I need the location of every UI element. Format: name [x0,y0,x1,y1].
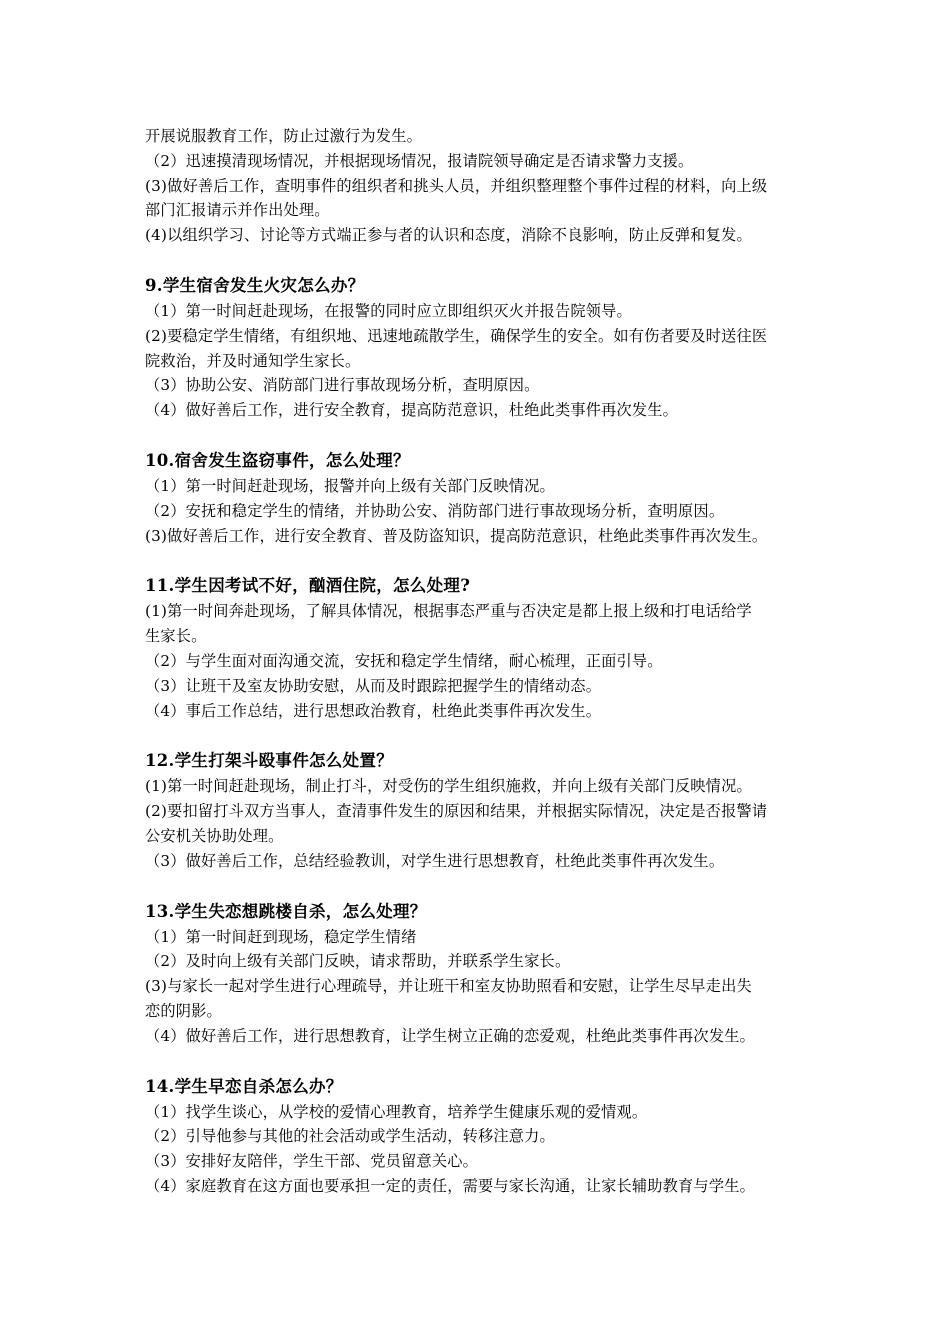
text-line: (3)做好善后工作，查明事件的组织者和挑头人员，并组织整理整个事件过程的材料，向上级 [145,176,768,195]
text-line: (1)第一时间赶赴现场，制止打斗，对受伤的学生组织施救，并向上级有关部门反映情况。 [145,777,752,796]
text-line: （1）第一时间赶到现场，稳定学生情绪 [145,927,417,946]
section-heading: 9.学生宿舍发生火灾怎么办？ [145,275,365,295]
document-body [145,124,815,1199]
text-line: (3)做好善后工作，进行安全教育、普及防盗知识，提高防范意识，杜绝此类事件再次发生。 [145,526,768,545]
text-line: 开展说服教育工作，防止过激行为发生。 [145,127,422,145]
section-heading: 11.学生因考试不好，酗酒住院，怎么处理? [145,576,471,596]
text-line: （3）让班干及室友协助安慰，从而及时跟踪把握学生的情绪动态。 [145,676,602,695]
text-line: 部门汇报请示并作出处理。 [145,201,330,220]
text-line: （1）找学生谈心，从学校的爱情心理教育，培养学生健康乐观的爱情观。 [145,1102,648,1121]
section-13 [145,899,815,1049]
text-line: （2）引导他参与其他的社会活动或学生活动，转移注意力。 [145,1127,555,1146]
text-line: （4）做好善后工作，进行安全教育，提高防范意识，杜绝此类事件再次发生。 [145,401,679,420]
text-line: （2）与学生面对面沟通交流，安抚和稳定学生情绪，耐心梳理，正面引导。 [145,651,663,670]
section-10 [145,448,815,548]
section-heading: 10.宿舍发生盗窃事件，怎么处理？ [145,450,410,470]
text-line: （1）第一时间赶赴现场，报警并向上级有关部门反映情况。 [145,476,555,495]
section-14 [145,1074,815,1199]
text-line: （3）做好善后工作，总结经验教训，对学生进行思想教育，杜绝此类事件再次发生。 [145,851,725,870]
text-line: (2)要扣留打斗双方当事人，查清事件发生的原因和结果，并根据实际情况，决定是否报警请 [145,802,768,821]
section-heading: 13.学生失恋想跳楼自杀，怎么处理？ [145,901,427,921]
text-line: (1)第一时间奔赴现场，了解具体情况，根据事态严重与否决定是都上报上级和打电话给学 [145,602,752,621]
section-heading: 12.学生打架斗殴事件怎么处置？ [145,751,394,771]
text-line: 恋的阴影。 [145,1001,222,1020]
text-line: （4）家庭教育在这方面也要承担一定的责任，需要与家长沟通，让家长辅助教育与学生。 [145,1176,755,1195]
text-line: （4）做好善后工作，进行思想教育，让学生树立正确的恋爱观，杜绝此类事件再次发生。 [145,1026,755,1045]
text-line: 公安机关协助处理。 [145,826,284,845]
text-line: 生家长。 [145,627,207,646]
text-line: (4)以组织学习、讨论等方式端正参与者的认识和态度，消除不良影响，防止反弹和复发。 [145,226,752,245]
section-9 [145,273,815,423]
text-line: （1）第一时间赶赴现场，在报警的同时应立即组织灭火并报告院领导。 [145,301,632,320]
text-line: 院救治，并及时通知学生家长。 [145,351,361,370]
text-line: （4）事后工作总结，进行思想政治教育，杜绝此类事件再次发生。 [145,701,602,720]
text-line: （3）安排好友陪伴，学生干部、党员留意关心。 [145,1152,479,1171]
text-line: （2）迅速摸清现场情况，并根据现场情况，报请院领导确定是否请求警力支援。 [145,151,694,170]
section-11 [145,573,815,723]
intro-paragraphs [145,124,815,248]
text-line: （3）协助公安、消防部门进行事故现场分析，查明原因。 [145,376,540,395]
text-line: (2)要稳定学生情绪，有组织地、迅速地疏散学生，确保学生的安全。如有伤者要及时送往医 [145,326,768,345]
section-12 [145,748,815,873]
text-line: （2）安抚和稳定学生的情绪，并协助公安、消防部门进行事故现场分析，查明原因。 [145,501,725,520]
section-heading: 14.学生早恋自杀怎么办？ [145,1076,343,1096]
text-line: (3)与家长一起对学生进行心理疏导，并让班干和室友协助照看和安慰，让学生尽早走出失 [145,977,752,996]
text-line: （2）及时向上级有关部门反映，请求帮助，并联系学生家长。 [145,952,571,971]
